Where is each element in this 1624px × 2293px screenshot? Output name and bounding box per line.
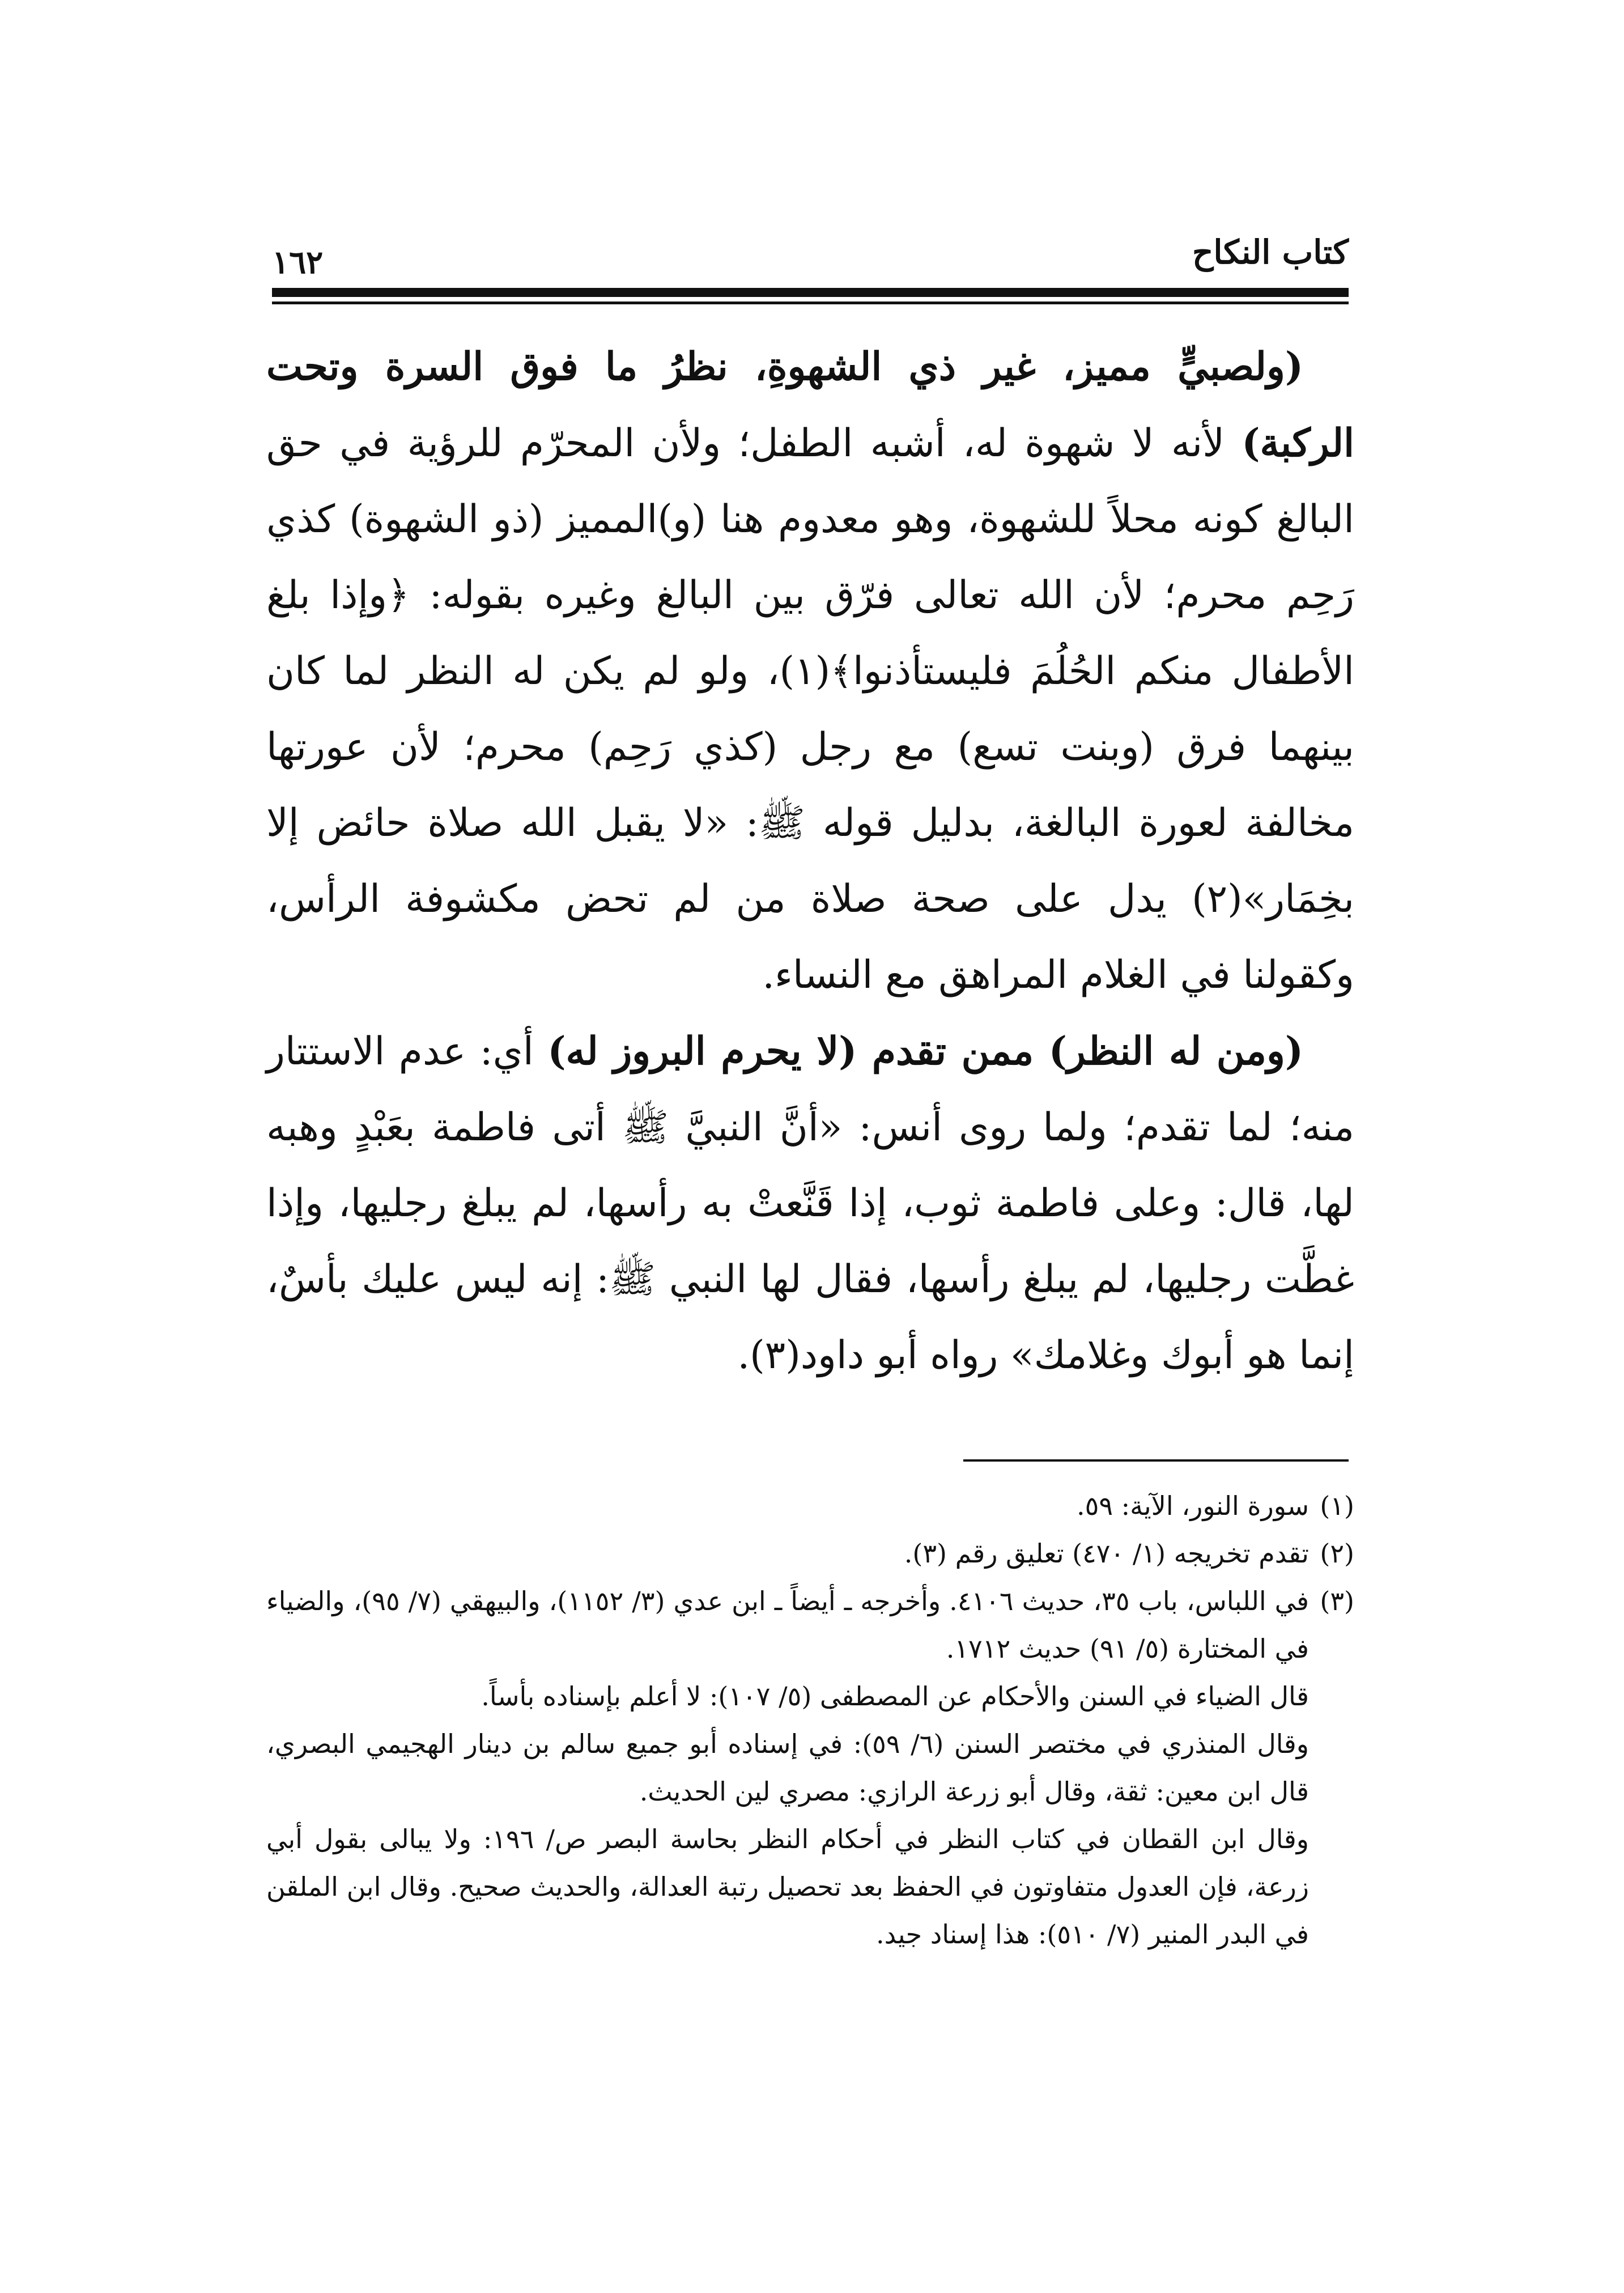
footnote-text: في اللباس، باب ٣٥، حديث ٤١٠٦. وأخرجه ـ أيضاً ـ ابن عدي (٣/ ١١٥٢)، والبيهقي (٧/ ٩٥)، والضياء في المختارة (٥/ ٩١) حديث ١٧١٢.: [266, 1586, 1310, 1664]
paragraph-lead: (ومن له النظر) ممن تقدم (لا يحرم البروز له): [547, 1029, 1303, 1074]
page-header: [272, 227, 1349, 289]
footnote: [266, 1577, 1354, 1672]
paragraph: [266, 329, 1354, 1013]
footnote: [266, 1530, 1354, 1577]
footnote-continuation: [266, 1720, 1354, 1815]
footnote-number: (١): [1320, 1491, 1354, 1521]
header-rule-thick: [272, 288, 1349, 297]
footnote-continuation: [266, 1672, 1354, 1720]
header-rule-thin: [272, 302, 1349, 304]
footnote-text: وقال المنذري في مختصر السنن (٦/ ٥٩): في إسناده أبو جميع سالم بن دينار الهجيمي البصري، قال ابن معين: ثقة، وقال أبو زرعة الرازي: مصري لين الحديث.: [266, 1729, 1309, 1807]
footnote: [266, 1482, 1354, 1530]
paragraph-text: لأنه لا شهوة له، أشبه الطفل؛ ولأن المحرّم للرؤية في حق البالغ كونه محلاً للشهوة، وهو معدوم هنا (و)المميز (ذو الشهوة) كذي رَحِم محرم؛ لأن الله تعالى فرّق بين البالغ وغيره بقوله: ﴿وإذا بلغ الأطفال منكم الحُلُمَ فليستأذنوا﴾(١)، ولو لم يكن له النظر لما كان بينهما فرق (وبنت تسع) مع رجل (كذي رَحِم) محرم؛ لأن عورتها مخالفة لعورة البالغة، بدليل قوله ﷺ: «لا يقبل الله صلاة حائض إلا بخِمَار»(٢) يدل على صحة صلاة من لم تحض مكشوفة الرأس، وكقولنا في الغلام المراهق مع النساء.: [266, 421, 1355, 997]
footnote-number: (٢): [1320, 1538, 1354, 1569]
footnote-text: تقدم تخريجه (١/ ٤٧٠) تعليق رقم (٣).: [904, 1538, 1309, 1569]
footnotes: [266, 1482, 1354, 1958]
footnote-text: قال الضياء في السنن والأحكام عن المصطفى (٥/ ١٠٧): لا أعلم بإسناده بأساً.: [481, 1681, 1309, 1712]
footnote-number: (٣): [1320, 1586, 1354, 1616]
paragraph: [266, 1013, 1354, 1394]
main-text: [266, 329, 1354, 1394]
footnote-separator: [963, 1459, 1349, 1462]
running-title: كتاب النكاح: [1192, 233, 1349, 271]
footnote-text: سورة النور، الآية: ٥٩.: [1076, 1491, 1309, 1521]
paragraph-lead: (ولصبيٍّ مميز، غير ذي الشهوةِ، نظرُ ما فوق السرة وتحت الركبة): [266, 344, 1354, 466]
paragraph-text: أي: عدم الاستتار منه؛ لما تقدم؛ ولما روى أنس: «أنَّ النبيَّ ﷺ أتى فاطمة بعَبْدٍ وهبه لها، قال: وعلى فاطمة ثوب، إذا قَنَّعتْ به رأسها، لم يبلغ رجليها، وإذا غطَّت رجليها، لم يبلغ رأسها، فقال لها النبي ﷺ: إنه ليس عليك بأسٌ، إنما هو أبوك وغلامك» رواه أبو داود(٣).: [266, 1029, 1354, 1378]
page-number: ١٦٢: [272, 244, 324, 281]
footnote-text: وقال ابن القطان في كتاب النظر في أحكام النظر بحاسة البصر ص/ ١٩٦: ولا يبالى بقول أبي زرعة، فإن العدول متفاوتون في الحفظ بعد تحصيل رتبة العدالة، والحديث صحيح. وقال ابن الملقن في البدر المنير (٧/ ٥١٠): هذا إسناد جيد.: [266, 1824, 1309, 1950]
footnote-continuation: [266, 1815, 1354, 1958]
